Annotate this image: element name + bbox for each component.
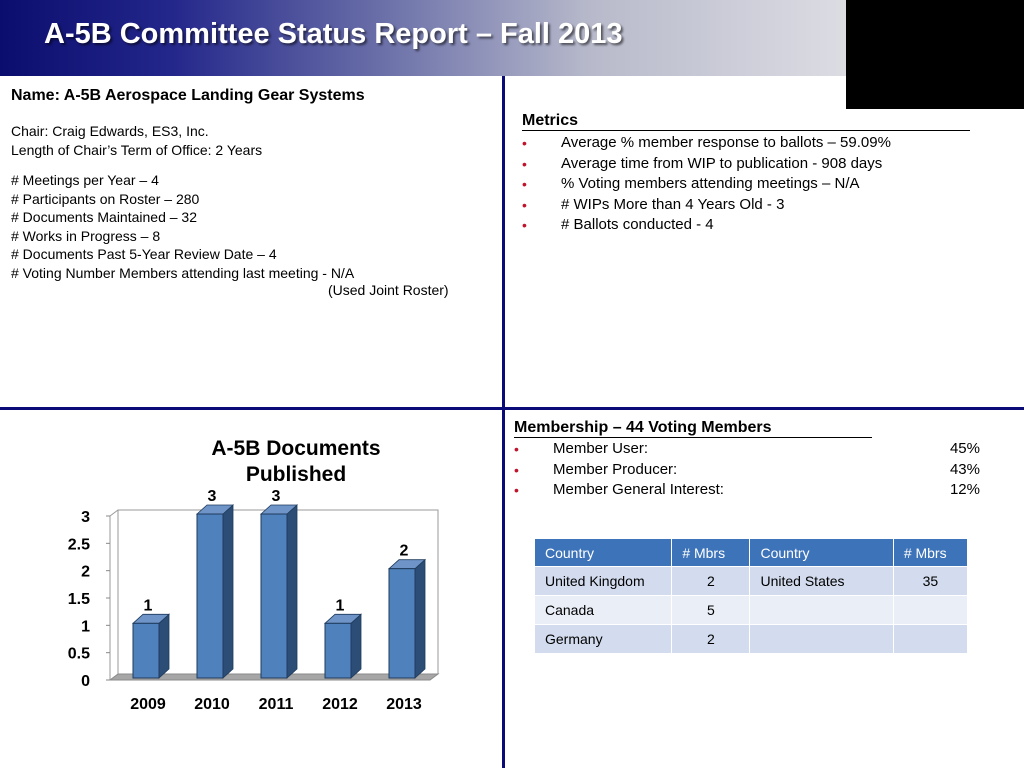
bar — [133, 623, 159, 678]
table-cell: 35 — [893, 567, 967, 596]
bullet-icon: • — [522, 196, 527, 213]
roster-note: (Used Joint Roster) — [328, 282, 449, 298]
stat-past-review: # Documents Past 5-Year Review Date – 4 — [11, 246, 277, 262]
x-tick-label: 2009 — [130, 696, 166, 713]
table-cell — [893, 596, 967, 625]
stat-wip: # Works in Progress – 8 — [11, 227, 161, 244]
table-cell — [750, 596, 893, 625]
chair-name: Chair: Craig Edwards, ES3, Inc. — [11, 123, 209, 139]
vertical-divider — [502, 76, 505, 768]
bar-data-label: 3 — [207, 488, 217, 505]
x-tick-label: 2013 — [386, 696, 422, 713]
chart-title: A-5B Documents Published — [211, 437, 381, 486]
table-cell: Canada — [535, 596, 672, 625]
y-tick-label: 2 — [81, 563, 90, 581]
bullet-icon: • — [522, 135, 527, 151]
column-header: Country — [535, 539, 672, 567]
bullet-icon: • — [522, 155, 527, 172]
chair-term: Length of Chair’s Term of Office: 2 Years — [11, 141, 263, 158]
table-row — [535, 567, 968, 596]
list-item: • % Voting members attending meetings – N/A — [522, 174, 891, 195]
page-title: A-5B Committee Status Report – Fall 2013 — [44, 18, 623, 50]
table-cell: United Kingdom — [535, 567, 672, 596]
bar-data-label: 1 — [143, 597, 153, 615]
metrics-list — [522, 133, 891, 236]
bar — [261, 514, 287, 678]
y-tick-label: 3 — [81, 509, 90, 526]
membership-heading: Membership – 44 Voting Members — [514, 418, 872, 438]
stat-voting-attendance: # Voting Number Members attending last meeting - N/A — [11, 264, 355, 281]
bar-side — [223, 505, 233, 678]
table-cell: 5 — [672, 596, 750, 625]
logo-placeholder — [846, 0, 1024, 109]
bullet-icon: • — [514, 461, 519, 478]
y-tick-label: 1.5 — [67, 591, 90, 608]
table-cell: 2 — [672, 567, 750, 596]
table-cell — [750, 625, 893, 654]
bar-side — [415, 560, 425, 678]
table-cell — [893, 625, 967, 654]
table-cell: Germany — [535, 625, 672, 654]
bar — [325, 623, 351, 678]
column-header: # Mbrs — [893, 539, 967, 567]
stat-meetings: # Meetings per Year – 4 — [11, 172, 159, 188]
y-tick-label: 0 — [81, 673, 90, 690]
title-banner — [0, 0, 846, 76]
y-tick-label: 1 — [81, 618, 90, 636]
list-item: • Member Producer: 43% — [514, 460, 980, 481]
y-tick-label: 0.5 — [67, 645, 90, 663]
list-item: • # Ballots conducted - 4 — [522, 215, 891, 236]
bar — [197, 514, 223, 678]
y-tick-label: 2.5 — [67, 536, 90, 554]
stat-documents: # Documents Maintained – 32 — [11, 209, 197, 225]
table-row — [535, 596, 968, 625]
committee-name: Name: A-5B Aerospace Landing Gear Systems — [11, 87, 365, 104]
bar-data-label: 1 — [335, 597, 345, 615]
bar-data-label: 2 — [399, 542, 409, 560]
list-item: • Average % member response to ballots – 59.09% — [522, 133, 891, 154]
bullet-icon: • — [514, 441, 519, 457]
column-header: Country — [750, 539, 893, 567]
table-cell: United States — [750, 567, 893, 596]
bar — [389, 569, 415, 678]
metrics-heading: Metrics — [522, 111, 970, 131]
table-cell: 2 — [672, 625, 750, 654]
table-header-row — [535, 539, 968, 567]
x-tick-label: 2010 — [194, 696, 230, 713]
membership-list — [514, 439, 980, 501]
list-item: • Average time from WIP to publication - 908 days — [522, 154, 891, 175]
bullet-icon: • — [514, 482, 519, 498]
documents-published-chart — [0, 410, 502, 720]
bullet-icon: • — [522, 176, 527, 192]
bullet-icon: • — [522, 217, 527, 233]
list-item: • # WIPs More than 4 Years Old - 3 — [522, 195, 891, 216]
x-tick-label: 2011 — [258, 696, 294, 713]
country-members-table — [534, 538, 968, 654]
bar-data-label: 3 — [271, 488, 281, 505]
list-item: • Member User: 45% — [514, 439, 980, 460]
stat-participants: # Participants on Roster – 280 — [11, 190, 200, 207]
chart-side-edge — [110, 510, 118, 516]
bar-side — [351, 614, 361, 678]
chair-info — [11, 122, 262, 159]
x-tick-label: 2012 — [322, 696, 358, 713]
bar-side — [159, 614, 169, 678]
bar-side — [287, 505, 297, 678]
list-item: • Member General Interest: 12% — [514, 480, 980, 501]
column-header: # Mbrs — [672, 539, 750, 567]
table-row — [535, 625, 968, 654]
committee-stats — [11, 171, 354, 282]
